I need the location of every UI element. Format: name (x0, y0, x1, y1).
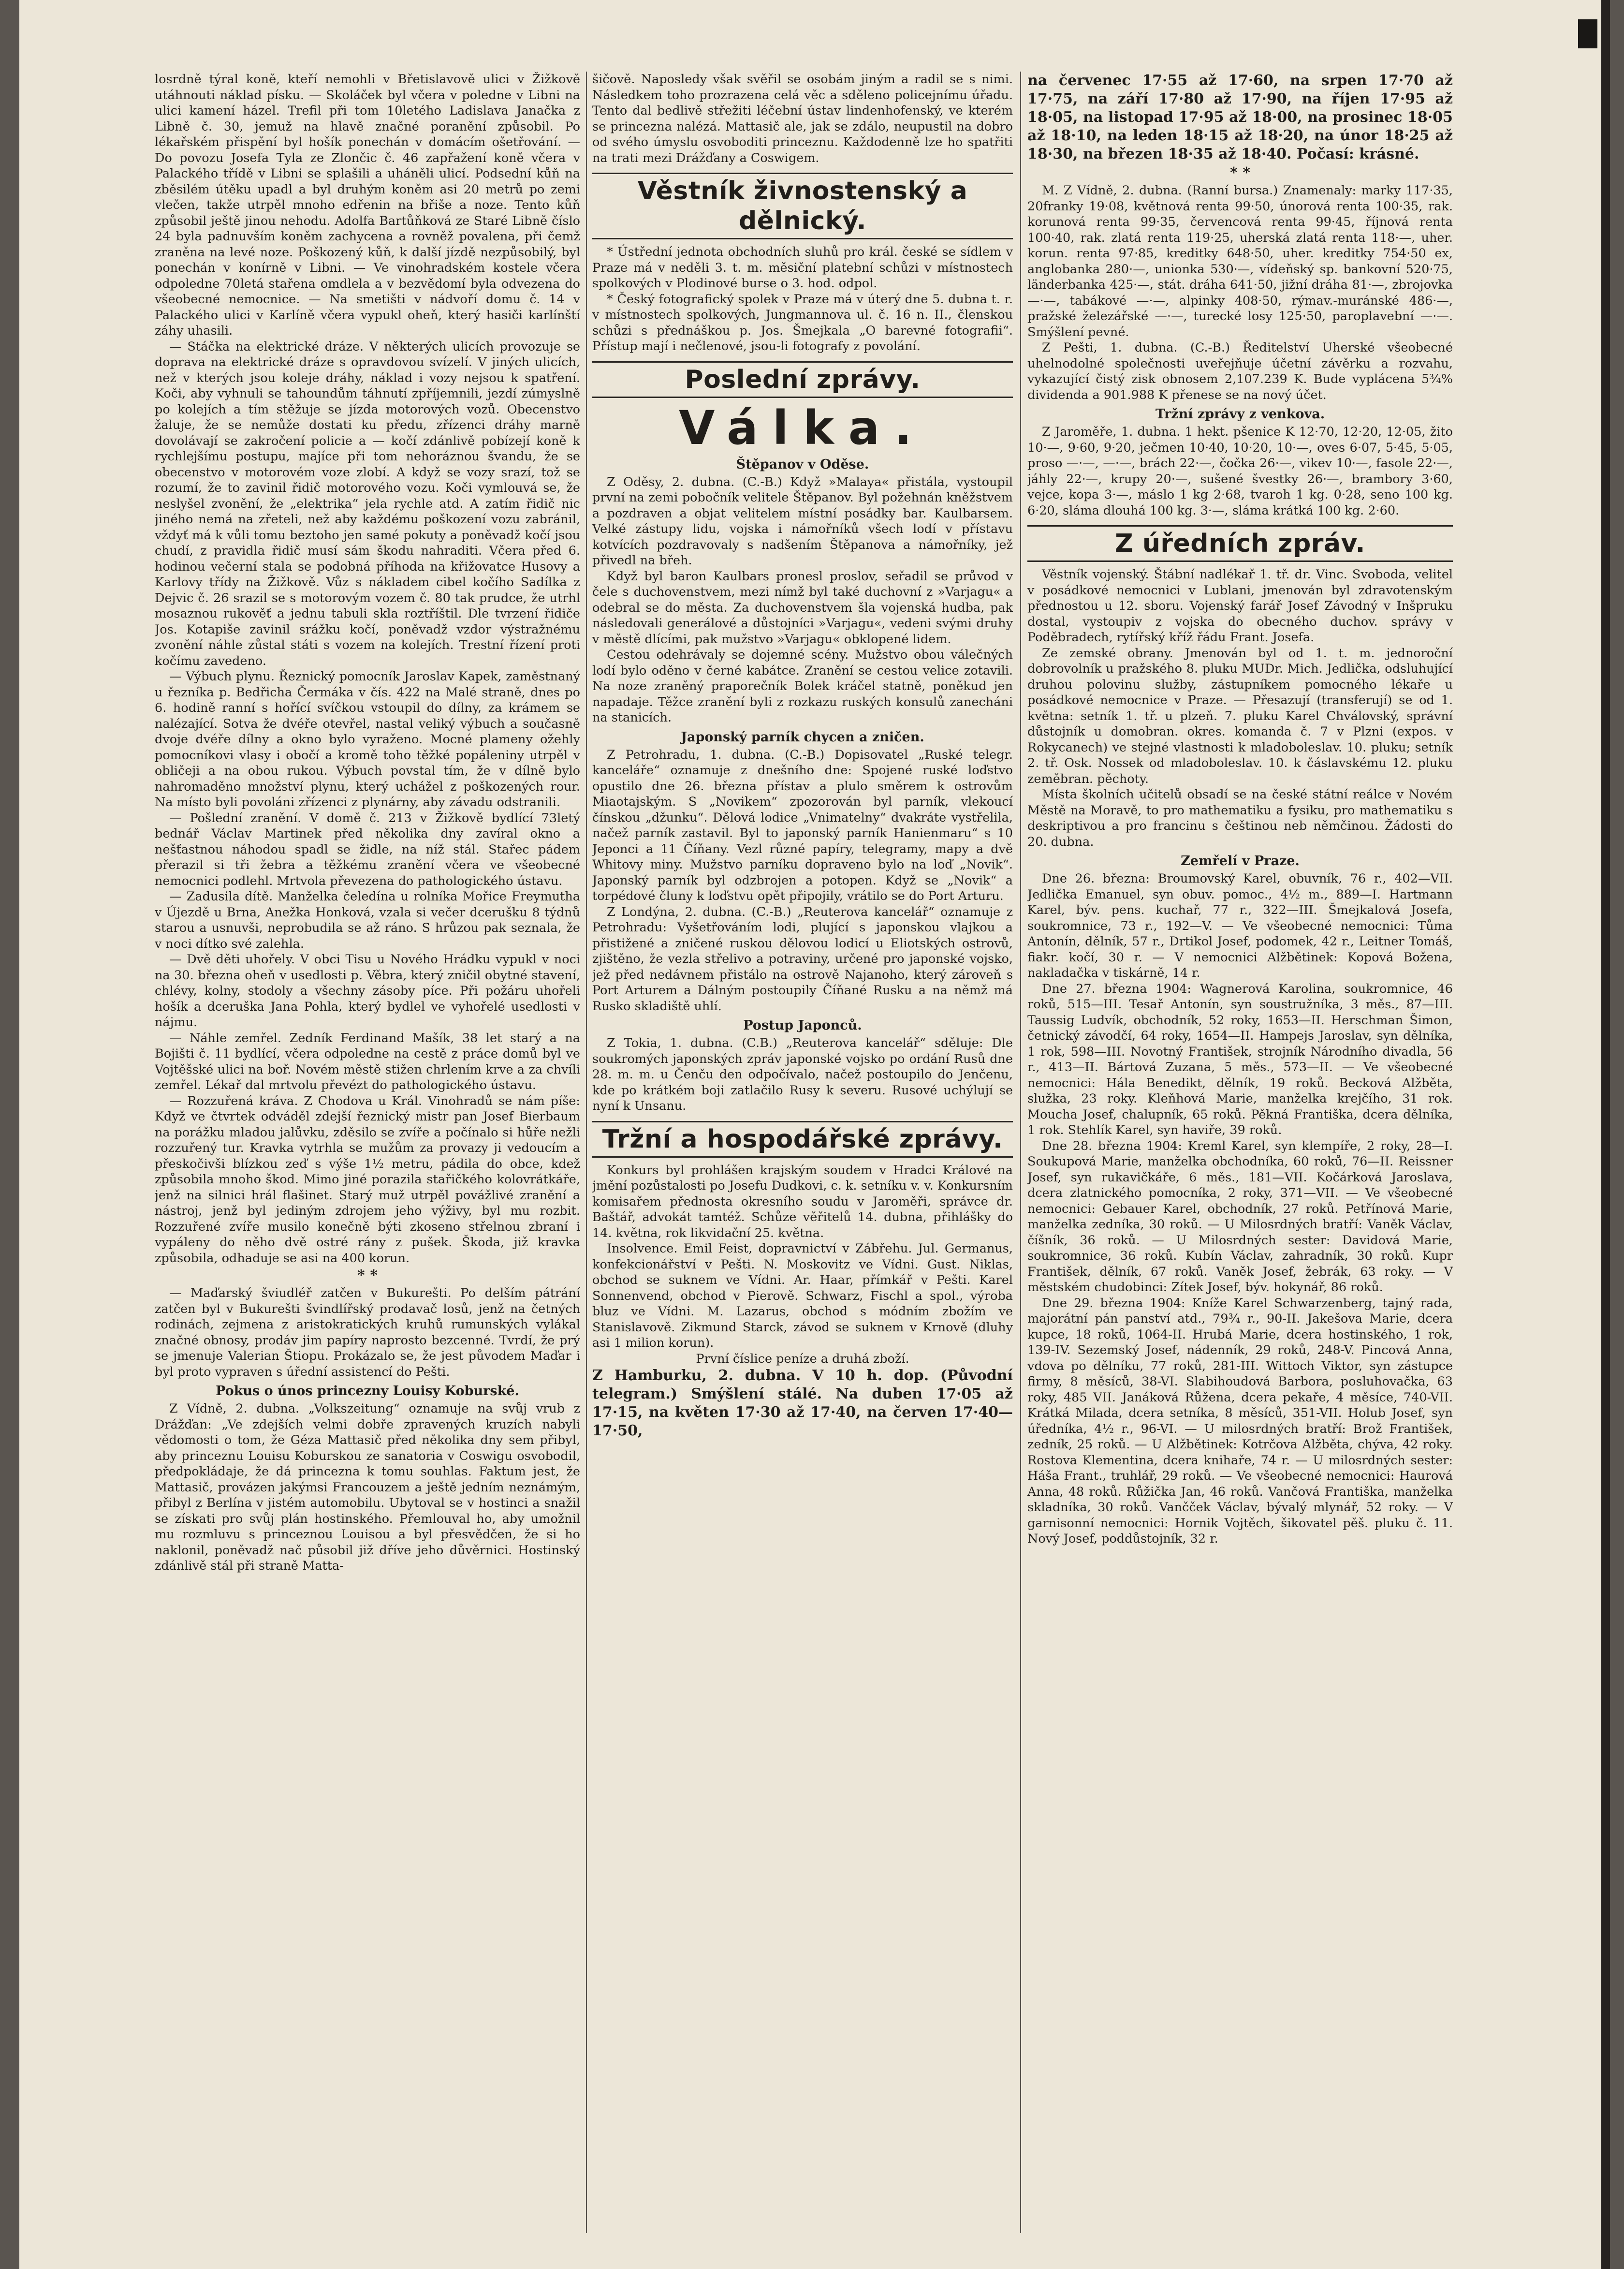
corner-mark (1578, 19, 1597, 48)
article-children-burned: — Dvě děti uhořely. V obci Tisu u Nového Hrádku vypukl v noci na 30. března oheň v usedlosti p. Věbra, který zničil obytné stavení, chlévy, kolny, stodoly a všechny zásoby píce. Při požáru uhořeli hošík a dceruška Jana Pohla, který bydlel ve vyhořelé usedlosti v nájmu. (155, 952, 580, 1030)
article-kidnap-attempt: Z Vídně, 2. dubna. „Volkszeitung“ oznamuje na svůj vrub z Drážďan: „Ve zdejších velmi dobře zpravených kruzích nabyli vědomosti o tom, že Géza Mattasič před několika dny sem přibyl, aby princeznu Louisu Koburskou ze sanatoria v Coswigu osvobodil, předpokládaje, že dá princezna k tomu souhlas. Faktum jest, že Mattasič, provázen jakýmsi Francouzem a ještě jedním neznámým, přibyl z Berlína v jistém automobilu. Ubytoval se v hostinci a snažil se získati pro svůj plán hostinského. Přemlouval ho, aby umožnil mu rozmluvu s princeznou Louisou a byl přesvědčen, že si ho naklonil, poněvadž nač působil již dříve jeho důvěrnici. Hostinský zdánlivě stál při straně Matta- (155, 1401, 580, 1573)
column-rule (1020, 72, 1021, 2233)
article-gas-explosion: — Výbuch plynu. Řeznický pomocník Jaroslav Kapek, zaměstnaný u řezníka p. Bedřicha Čermáka v čís. 422 na Malé straně, dnes po 6. hodině ranní s hořící svíčkou vstoupil do dílny, za krámem se nalézající. Sotva že dvéře otevřel, nastal veliký výbuch a současně dvoje dvéře dílny a okno bylo vyraženo. Mocné plameny ožehly pomocníkovi vlasy i obočí a kromě toho těžké popáleniny utrpěl v obličeji a na obou rukou. Výbuch povstal tím, že v dílně bylo nahromaděno množství plynu, který uchážel z poškozených rour. Na místo byli povoláni zřízenci z plynárny, aby závadu odstranili. (155, 669, 580, 810)
section-heading-market-news: Tržní a hospodářské zprávy. (592, 1121, 1013, 1158)
headline-kidnap-attempt: Pokus o únos princezny Louisy Koburské. (216, 1384, 519, 1399)
report-hamburg: Z Hamburku, 2. dubna. V 10 h. dop. (Původní telegram.) Smýšlení stálé. Na duben 17·05 až 17·15, na květen 17·30 až 17·40, na červen 17·40—17·50, (592, 1367, 1013, 1439)
article-london: Z Londýna, 2. dubna. (C.-B.) „Reuterova kancelář“ oznamuje z Petrohradu: Vyšetřováním lodi, plující s japonskou vlajkou a přistižené a zničené ruskou dělovou lodicí u Eliotských ostrovů, zjištěno, že vezla střelivo a potraviny, určené pro japonské vojsko, jež před nedávnem přistálo na ostrově Najanoho, který zároveň s Port Arturem a Dálným postoupily Číňané Rusku a na němž má Rusko skladiště uhlí. (592, 904, 1013, 1014)
headline-japanese-steamer: Japonský parník chycen a zničen. (681, 729, 924, 745)
section-heading-official-news: Z úředních zpráv. (1027, 525, 1453, 562)
section-heading-trade-bulletin: Věstník živnostenský a dělnický. (592, 173, 1013, 239)
report-jaromer-prices: Z Jaroměře, 1. dubna. 1 hekt. pšenice K 12·70, 12·20, 12·05, žito 10·—, 9·60, 9·20, ječmen 10·40, 10·20, 10·—, oves 6·07, 5·45, 5·05, proso —·—, —·—, brách 22·—, čočka 26·—, vikev 10·—, fasole 22·—, jáhly 22·—, krupy 20·—, sušené švestky 26·—, brambory 3·60, vejce, kopa 3·—, máslo 1 kg 2·68, tvaroh 1 kg. 0·28, seno 100 kg. 6·20, sláma dlouhá 100 kg. 3·—, sláma krátká 100 kg. 2·60. (1027, 425, 1453, 518)
report-hamburg-continued: na červenec 17·55 až 17·60, na srpen 17·70 až 17·75, na září 17·80 až 17·90, na říjen 17·95 až 18·05, na listopad 17·95 až 18·00, na prosinec 18·05 až 18·10, na leden 18·15 až 18·20, na únor 18·25 až 18·30, na březen 18·35 až 18·40. Počasí: krásné. (1027, 72, 1453, 162)
notice-military: Věstník vojenský. Štábní nadlékař 1. tř. dr. Vinc. Svoboda, velitel v posádkové nemocnici v Lublani, jmenován byl zdravotenským přednostou u 12. sboru. Vojenský farář Josef Závodný v Inšpruku dostal, vystoupiv z vojska do obecného duchov. správy v Poděbradech, rytířský kříž řádu Frant. Josefa. (1027, 567, 1453, 645)
section-stars: * * (357, 1267, 378, 1284)
column-3 (1027, 72, 1453, 2233)
article-swindler: — Maďarský šviudléř zatčen v Bukurešti. Po delším pátrání zatčen byl v Bukurešti švindlířský prodavač losů, jenž na četných rodinách, zejmena z aristokratických kruhů rumunských vylákal značné obnosy, prodáv jim papíry naprosto bezcenné. Tvrdí, že prý se jmenuje Valerian Štiopu. Prokázalo se, že jest původem Maďar i byl proto vypraven s úřední assistencí do Pešti. (155, 1286, 580, 1379)
newspaper-page (19, 0, 1610, 2269)
column-2 (592, 72, 1013, 2233)
page-edge-strip (1601, 0, 1610, 2269)
deaths-march-29: Dne 29. března 1904: Kníže Karel Schwarzenberg, tajný rada, majorátní pán panství atd., 79¾ r., 90-II. Jakešova Marie, dcera kupce, 18 roků, 1064-II. Hrubá Marie, dcera hostinského, 1 rok, 139-IV. Sezemský Josef, nádenník, 29 roků, 248-V. Pincová Anna, vdova po dělníku, 77 roků, 281-III. Wittoch Viktor, syn zástupce firmy, 8 měsíců, 38-VI. Slabihoudová Barbora, posluhovačka, 63 roky, 485 VII. Janáková Růžena, dcera pekaře, 4 měsíce, 740-VII. Krátká Milada, dcera setníka, 8 měsíců, 351-VII. Holub Josef, syn úředníka, 4½ r., 96-VI. — U milosrdných bratří: Brož František, zedník, 25 roků. — U Alžbětinek: Kotrčova Alžběta, chýva, 42 roky. Rostova Klementina, dcera knihaře, 74 r. — U milosrdných sester: Háša Frant., truhlář, 29 roků. — Ve všeobecné nemocnici: Haurová Anna, 48 roků. Růžička Jan, 46 roků. Vančová Františka, manželka skladníka, 30 roků. Vančček Václav, bývalý mlynář, 52 roky. — V garnisonní nemocnici: Hornik Vojtěch, šikovatel pěš. pluku č. 11. Nový Josef, poddůstojník, 32 r. (1027, 1296, 1453, 1546)
note-figures: První číslice peníze a druhá zboží. (696, 1351, 909, 1366)
article-tokyo: Z Tokia, 1. dubna. (C.B.) „Reuterova kancelář“ sděluje: Dle soukromých japonských zpráv japonské vojsko po ordání Rusů dne 28. m. m. u Čenču den odpočívalo, načež postoupilo do Jenčenu, kde po krátkém boji zatlačilo Rusy k severu. Rusové uchýlují se nyní k Unsanu. (592, 1036, 1013, 1113)
section-stars: * * (1230, 164, 1250, 181)
article-smothered-child: — Zadusila dítě. Manželka čeledína u rolníka Mořice Freymutha v Újezdě u Brna, Anežka Honková, vzala si večer dcerušku 8 týdnů starou a usnuvši, neprobudila se až ráno. S hrůzou pak seznala, že v noci dítko své zalehla. (155, 889, 580, 951)
report-pest-coal: Z Pešti, 1. dubna. (C.-B.) Ředitelství Uherské všeobecné uhelnodolné společnosti uveřejňuje účetní závěrku a rozvahu, vykazující čistý zisk obnosem 2,107.239 K. Bude vyplácena 5¾% dividenda a 901.988 K přenese se na nový účet. (1027, 340, 1453, 402)
article-raging-cow: — Rozzuřená kráva. Z Chodova u Král. Vinohradů se nám píše: Když ve čtvrtek odváděl zdejší řeznický mistr pan Josef Bierbaum na porážku mladou jalůvku, zděsilo se zvíře a počínalo si hůře nežli rozzuřený tur. Kravka vytrhla se mužům za provazy ji vedoucím a přeskočivši blízkou zeď s výše 1½ metru, pádila do obce, kdež způsobila mnoho škod. Mimo jiné porazila stařičkého kolovrátkáře, jenž na silnici hrál flašinet. Starý muž utrpěl povážlivé zranění a nástroj, jenž byl jediným zdrojem jeho výživy, byl mu rozbit. Rozzuřené zvíře musilo konečně býti zkoseno střelnou zbraní i vypáleny do něho dvě ostré rány z pušek. Škoda, již kravka způsobila, odhaduje se asi na 400 korun. (155, 1093, 580, 1266)
article-paragraph: losrdně týral koně, kteří nemohli v Břetislavově ulici v Žižkově utáhnouti náklad písku. — Skoláček byl včera v poledne v Libni na ulici kamení házel. Trefil při tom 10letého Ladislava Janačka z Libně č. 30, jemuž na hlavě značné poranění způsobil. Po lékařském přispění byl hošík ponechán v domácím ošetřování. — Do povozu Josefa Tyla ze Zlončic č. 46 zapřažení koně včera v Palackého třídě v Libni se splašili a uháněli ulicí. Podsední kůň na zběsilém útěku upadl a byl druhým koněm asi 20 metrů po zemi vlečen, takže utrpěl mnoho edřenin na břiše a noze. Tento kůň způsobil ještě jinou nehodu. Adolfa Bartůňková ze Staré Libně číslo 24 byla padnuvším koněm zachycena a rovněž povalena, při čemž zraněna na levé noze. Poškozený kůň, k další jízdě nezpůsobilý, byl ponechán v konírně v Libni. — Ve vinohradském kostele včera odpoledne 70letá stařena omdlela a v bezvědomí byla odvezena do všeobecné nemocnice. — Na smetišti v nádvoří domu č. 14 v Palackého ulici v Karlíně včera vypukl oheň, který hasiči karlínští záhy uhasili. (155, 72, 580, 338)
notice-insolvency: Insolvence. Emil Feist, dopravnictví v Zábřehu. Jul. Germanus, konfekcionářství v Pešti. N. Moskovitz ve Vídni. Gust. Niklas, obchod se suknem ve Vídni. Ar. Haar, přímkář v Pešti. Karel Sonnenvend, obchod v Pierově. Schwarz, Fischl a spol., výroba bluz ve Vídni. M. Lazarus, obchod s módním zbožím ve Stanislavově. Zikmund Starck, závod se suknem v Krnově (dluhy asi 1 milion korun). (592, 1241, 1013, 1350)
headline-stepanov-odessa: Štěpanov v Oděse. (736, 457, 869, 472)
deaths-march-28: Dne 28. března 1904: Kreml Karel, syn klempíře, 2 roky, 28—I. Soukupová Marie, manželka obchodníka, 60 roků, 76—II. Reissner Josef, syn rukavičkáře, 6 měs., 181—VII. Kočárková Jaroslava, dcera zlatnického pomocníka, 2 roky, 371—VII. — Ve všeobecné nemocnici: Gebauer Karel, obchodník, 27 roků. Petřínová Marie, manželka zedníka, 30 roků. — U Milosrdných bratří: Vaněk Václav, číšník, 36 roků. — U Milosrdných sester: Davidová Marie, soukromnice, 36 roků. Kubín Václav, zahradník, 30 roků. Kupr František, dělník, 67 roků. Vaněk Josef, žebrák, 63 roky. — V městském chudobinci: Zítek Josef, býv. hokynář, 86 roků. (1027, 1138, 1453, 1295)
article-odessa: Z Oděsy, 2. dubna. (C.-B.) Když »Malaya« přistála, vystoupil první na zemi pobočník velitele Štěpanov. Byl požehnán kněžstvem a pozdraven a objat velitelem místní posádky bar. Kaulbarsem. Velké zástupy lidu, vojska i námořníků všech lodí v přístavu kotvících pozdravovaly s nadšením Štěpanova a námořníky, jež přivedl na břeh. (592, 474, 1013, 568)
notice-union-meeting: * Ústřední jednota obchodních sluhů pro král. české se sídlem v Praze má v neděli 3. t. m. měsiční platební schůzi v místnostech spolkových v Plodinové burse o 3. hod. odpol. (592, 245, 1013, 291)
notice-bankruptcy: Konkurs byl prohlášen krajským soudem v Hradci Králové na jmění pozůstalosti po Josefu Dudkovi, c. k. setníku v. v. Konkursním komisařem přednosta okresního soudu v Jaroměři, správce dr. Baštář, advokát tamtéž. Schůze věřitelů 14. dubna, přihlášky do 14. května, rok likvidační 25. května. (592, 1163, 1013, 1240)
deaths-march-27: Dne 27. března 1904: Wagnerová Karolina, soukromnice, 46 roků, 515—III. Tesař Antonín, syn soustružníka, 3 měs., 87—III. Taussig Ludvík, obchodník, 52 roky, 1653—II. Herschman Šimon, četnický závodčí, 64 roky, 1654—II. Hampejs Jaroslav, syn dělníka, 1 rok, 598—III. Novotný František, strojník Národního divadla, 56 r., 413—II. Bártová Zuzana, 5 měs., 573—II. — Ve všeobecné nemocnici: Hála Benedikt, dělník, 19 roků. Becková Alžběta, služka, 23 roky. Kleňhová Marie, manželka krejčího, 31 rok. Moucha Josef, chalupník, 65 roků. Pěkná Františka, dcera dělníka, 1 rok. Stehlík Karel, syn haviře, 39 roků. (1027, 981, 1453, 1137)
article-fatal-injury: — Pošlední zranění. V domě č. 213 v Žižkově bydlící 73letý bednář Václav Martinek před několika dny zavíral okno a nešťastnou náhodou spadl se židle, na níž stál. Stařec pádem přerazil si tři žebra a těžkému zranění včera ve všeobecné nemocnici podlehl. Mrtvola převezena do pathologického ústavu. (155, 810, 580, 888)
article-petersburg: Z Petrohradu, 1. dubna. (C.-B.) Dopisovatel „Ruské telegr. kanceláře“ oznamuje z dnešního dne: Spojené ruské loďstvo opustilo dne 26. března přístav a plulo směrem k ostrovům Miaotajským. S „Novikem“ zpozorován byl parník, vlekoucí čínskou „džunku“. Dělová lodice „Vnimatelny“ dvakráte vystřelila, načež parník zastavil. Byl to japonský parník Hanienmaru“ s 10 Jeponci a 11 Číňany. Vezl různé papíry, telegramy, mapy a dvě Whitovy miny. Mužstvo parníku dopraveno bylo na loď „Novik“. Japonský parník byl odzbrojen a potopen. Když se „Novik“ a torpédové čluny k loďstvu opět připojily, vrátilo se do Port Arturu. (592, 747, 1013, 903)
headline-country-markets: Tržní zprávy z venkova. (1155, 407, 1325, 422)
article-kaulbars: Když byl baron Kaulbars pronesl proslov, seřadil se průvod v čele s duchovenstvem, mezi nímž byl také duchovní z »Varjagu« a odebral se do města. Za duchovenstvem šla vojenská hudba, pak následovali generálové a důstojníci »Varjagu«, vedeni svými druhy v městě dlícími, pak mužstvo »Varjagu« obklopené lidem. (592, 569, 1013, 647)
headline-japanese-advance: Postup Japonců. (743, 1018, 862, 1033)
report-vienna-bourse: M. Z Vídně, 2. dubna. (Ranní bursa.) Znamenaly: marky 117·35, 20franky 19·08, květnová renta 99·50, únorová renta 100·35, rak. korunová renta 99·35, červencová renta 99·45, říjnová renta 100·40, rak. zlatá renta 119·25, uherská zlatá renta 118·—, uher. korun. renta 97·85, kreditky 648·50, uher. kreditky 754·50 ex, anglobanka 280·—, unionka 530·—, vídeňský sp. bankovní 520·75, länderbanka 425·—, stát. dráha 641·50, jižní dráha 81·—, zbrojovka —·—, tabákové —·—, alpinky 408·50, rýmav.-muránské 486·—, pražské železářské —·—, turecké losy 125·50, paroplavební —·—. Smýšlení pevné. (1027, 183, 1453, 339)
section-heading-war: Válka. (679, 400, 926, 455)
article-scenes: Cestou odehrávaly se dojemné scény. Mužstvo obou válečných lodí bylo oděno v černé kabátce. Zranění se cestou velice zotavili. Na noze zraněný praporečník Bolek kráčel statně, poněkud jen napadaje. Těžce zranění byli z rozkazu ruských konsulů zanecháni na stanicích. (592, 648, 1013, 725)
column-rule (586, 72, 587, 2233)
article-street-railway: — Stáčka na elektrické dráze. V některých ulicích provozuje se doprava na elektrické dráze s opravdovou svízelí. V jiných ulicích, než v kterých jsou koleje dráhy, náklad i vozy nejsou k spatření. Koči, aby vyhnuli se tahoundům táhnutí zpříjemnili, jezdí zúmyslně po kolejích a tím stěžuje se jízda motorových vozů. Obecenstvo žaluje, že se nemůže dostati ku předu, zřízenci dráhy marně dovolávají se zakročení policie a — kočí zdánlivě pobízejí koně k rychlejšímu postupu, majíce při tom nehoráznou švandu, že se obecenstvo v motorovém voze zlobí. A když se vozy srazí, tož se rozumí, že to zavinil řidič motorového vozu. Koči vymlouvá se, že neslyšel zvonění, že „elektrika“ jela rychle atd. A zatím řidič nic jiného nemá na zřeteli, než aby každému poškození vozu zabránil, vždyť má k vůli tomu beztoho jen samé pokuty a poněvadž kočí jsou chudí, z pravidla řidič musí sám škodu nahraditi. Včera před 6. hodinou večerní stala se podobná příhoda na křižovatce Husovy a Karlovy třídy na Žižkově. Vůz s nákladem cibel kočího Sadílka z Dejvic č. 26 srazil se s motorovým vozem č. 80 tak prudce, že utrhl mosaznou rukověť a jednu tabuli skla roztříštil. Dle tvrzení řidiče Jos. Kotapiše zavinil srážku kočí, poněvadž vzdor výstražnému zvonění náhle zůstal státi s vozem na kolejích. Trestní řízení proti kočímu zavedeno. (155, 339, 580, 668)
column-1 (155, 72, 580, 2233)
notice-photo-society: * Český fotografický spolek v Praze má v úterý dne 5. dubna t. r. v místnostech spolkových, Jungmannova ul. č. 16 n. II., členskou schůzi s přednáškou p. Jos. Šmejkala „O barevné fotografii“. Přístup mají i nečlenové, jsou-li fotografy z povolání. (592, 292, 1013, 354)
section-heading-latest-news: Poslední zprávy. (592, 361, 1013, 398)
deaths-march-26: Dne 26. března: Broumovský Karel, obuvník, 76 r., 402—VII. Jedlička Emanuel, syn obuv. pomoc., 4½ m., 889—I. Hartmann Karel, býv. pens. kuchař, 77 r., 322—III. Šmejkalová Josefa, soukromnice, 73 r., 192—V. — Ve všeobecné nemocnici: Tůma Antonín, dělník, 57 r., Drtikol Josef, podomek, 42 r., Leitner Tomáš, fiakr. kočí, 30 r. — V nemocnici Alžbětinek: Kopová Božena, nakladačka v tiskárně, 14 r. (1027, 871, 1453, 980)
article-continuation: šičově. Naposledy však svěřil se osobám jiným a radil se s nimi. Následkem toho prozrazena celá věc a sděleno policejnímu úřadu. Tento dal bedlivě střežiti léčební ústav lindenhofenský, ve kterém se princezna nalézá. Mattasič ale, jak se zdálo, neupustil na dobro od svého úmyslu osvoboditi princeznu. Každodenně lze ho spatřiti na trati mezi Drážďany a Coswigem. (592, 72, 1013, 165)
headline-deaths-prague: Zemřelí v Praze. (1181, 854, 1300, 869)
notice-landwehr: Ze zemské obrany. Jmenován byl od 1. t. m. jednoroční dobrovolník u pražského 8. pluku MUDr. Mich. Jedlička, odsluhující druhou polovinu služby, zástupníkem pomocného lékaře u posádkové nemocnice v Praze. — Přesazují (transferují) se od 1. května: setník 1. tř. u plzeň. 7. pluku Karel Chválovský, správní důstojník u domobran. okres. komanda č. 7 v Plzni (expos. v Rokycanech) ve stejné vlastnosti k mladoboleslav. 10. pluku; setník 2. tř. Osk. Nossek od mladoboleslav. 10. k čáslavskému 12. pluku zeměbran. pěchoty. (1027, 646, 1453, 786)
notice-teacher-posts: Místa školních učitelů obsadí se na české státní reálce v Novém Městě na Moravě, to pro mathematiku a fysiku, pro mathematiku s deskriptivou a pro francinu s češtinou neb němčinou. Žádosti do 20. dubna. (1027, 787, 1453, 849)
article-sudden-death: — Náhle zemřel. Zedník Ferdinand Mašík, 38 let starý a na Bojišti č. 11 bydlící, včera odpoledne na cestě z práce domů byl ve Vojtěšské ulici na boř. Novém městě stižen chrlením krve a za chvíli zemřel. Lékař dal mrtvolu převézt do pathologického ústavu. (155, 1031, 580, 1092)
